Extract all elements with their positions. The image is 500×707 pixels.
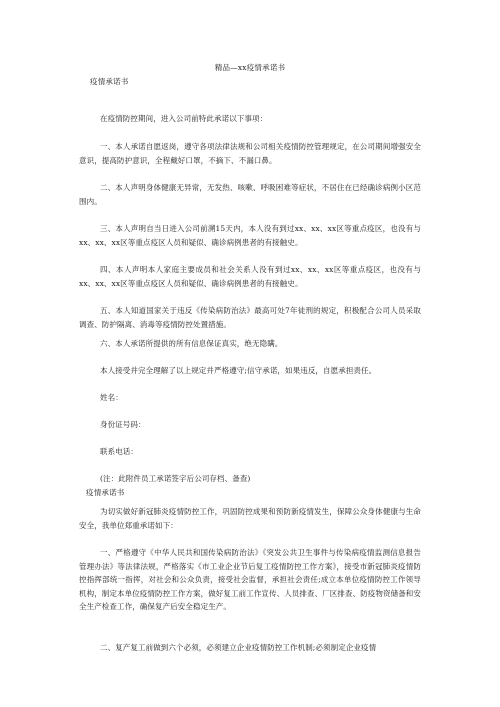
phone-label: 联系电话： bbox=[100, 447, 138, 456]
section2-title: 疫情承诺书 bbox=[86, 488, 125, 497]
section1-item-1: 一、本人承诺自愿返岗，遵守各项法律法规和公司相关疫情防控管理规定，在公司期间增强安全意识，提高防护意识，全程戴好口罩，不摘下、不漏口鼻。 bbox=[79, 142, 421, 165]
section1-intro: 在疫情防控期间，进入公司前特此承诺以下事项： bbox=[100, 114, 268, 123]
section1-item-5: 五、本人知道国家关于违反《传染病防治法》最高可处7年徒刑的规定，积极配合公司人员采取调查、防护隔离、消毒等疫情防控处置措施。 bbox=[79, 306, 421, 329]
section1-title: 疫情承诺书 bbox=[90, 77, 129, 86]
id-number-label: 身份证号码： bbox=[100, 420, 146, 429]
section2-item-2: 二、复产复工前做到六个必须，必须建立企业疫情防控工作机制;必须制定企业疫情 bbox=[100, 643, 377, 652]
section1-item-6: 六、本人承诺所提供的所有信息保证真实，绝无隐瞒。 bbox=[100, 339, 283, 348]
section2-item-1: 一、严格遵守《中华人民共和国传染病防治法》《突发公共卫生事件与传染病疫情监测信息报告管理办法》等法律法规，严格落实《市工业企业节后复工疫情防控工作方案》，接受市新冠肺炎疫情防控指挥部统一指挥，对社会和公众负责，接受社会监督，承担社会责任;成立本单位疫情防控工作领导机构，制定本单位疫情防控工作方案，做好复工前工作宣传、人员排查、厂区排查、防疫物资储备和安全生产检查工作，确保复产后安全稳定生产。 bbox=[79, 548, 421, 611]
archive-note: (注：此附件员工承诺签字后公司存档、备查) bbox=[100, 474, 251, 483]
section1-item-4: 四、本人声明本人家庭主要成员和社会关系人没有到过xx、xx、xx区等重点疫区，也没有与xx、xx、xx区等重点疫区人员和疑似、确诊病例患者的有接触史。 bbox=[79, 265, 421, 288]
name-label: 姓名： bbox=[100, 393, 123, 402]
page-header: 精品—xx疫情承诺书 bbox=[214, 63, 286, 72]
section1-item-7: 本人接受并完全理解了以上规定并严格遵守;信守承诺，如果违反，自愿承担责任。 bbox=[100, 366, 377, 375]
section1-item-2: 二、本人声明身体健康无异常，无发热、咳嗽、呼吸困难等症状，不居住在已经确诊病例小区范围内。 bbox=[79, 183, 421, 206]
section2-intro: 为切实做好新冠肺炎疫情防控工作，巩固防控成果和预防新疫情发生，保障公众身体健康与生命安全，我单位郑重承诺如下： bbox=[79, 507, 421, 530]
section1-item-3: 三、本人声明自当日进入公司前溯15天内，本人没有到过xx、xx、xx区等重点疫区，也没有与xx、xx、xx区等重点疫区人员和疑似、确诊病例患者的有接触史。 bbox=[79, 224, 421, 247]
